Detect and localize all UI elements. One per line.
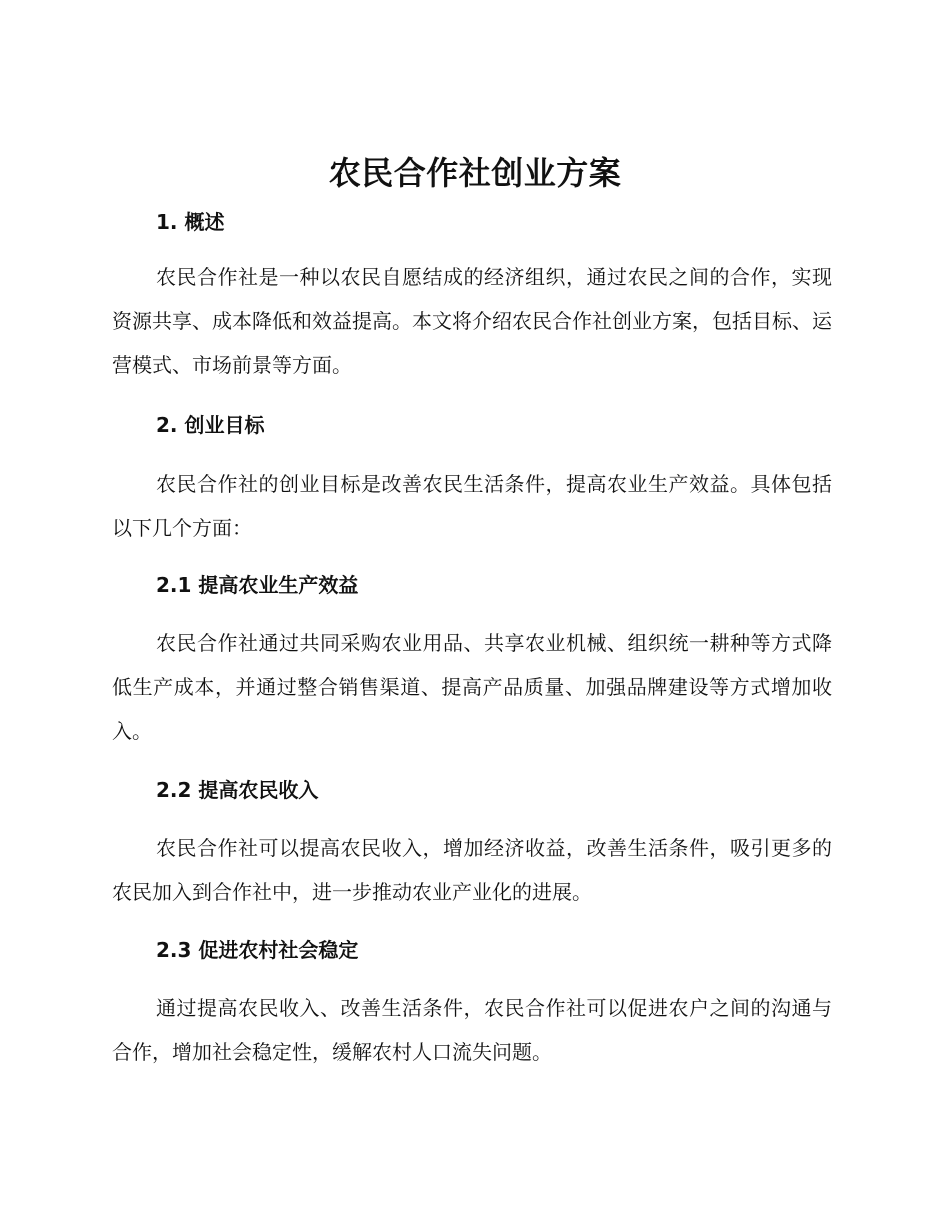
document-title: 农民合作社创业方案 [328,154,622,192]
section-paragraph-stability: 通过提高农民收入、改善生活条件，农民合作社可以促进农户之间的沟通与合作，增加社会稳定性，缓解农村人口流失问题。 [112,996,832,1064]
section-paragraph-income: 农民合作社可以提高农民收入，增加经济收益，改善生活条件，吸引更多的农民加入到合作社中，进一步推动农业产业化的进展。 [112,836,832,904]
section-paragraph-overview: 农民合作社是一种以农民自愿结成的经济组织，通过农民之间的合作，实现资源共享、成本降低和效益提高。本文将介绍农民合作社创业方案，包括目标、运营模式、市场前景等方面。 [112,265,832,377]
section-paragraph-goals: 农民合作社的创业目标是改善农民生活条件，提高农业生产效益。具体包括以下几个方面： [112,472,832,540]
section-heading-efficiency: 2.1 提高农业生产效益 [156,573,359,597]
section-paragraph-efficiency: 农民合作社通过共同采购农业用品、共享农业机械、组织统一耕种等方式降低生产成本，并通过整合销售渠道、提高产品质量、加强品牌建设等方式增加收入。 [112,631,832,743]
section-heading-stability: 2.3 促进农村社会稳定 [156,938,359,962]
section-heading-income: 2.2 提高农民收入 [156,778,319,802]
section-heading-overview: 1. 概述 [156,210,225,234]
section-heading-goals: 2. 创业目标 [156,413,265,437]
